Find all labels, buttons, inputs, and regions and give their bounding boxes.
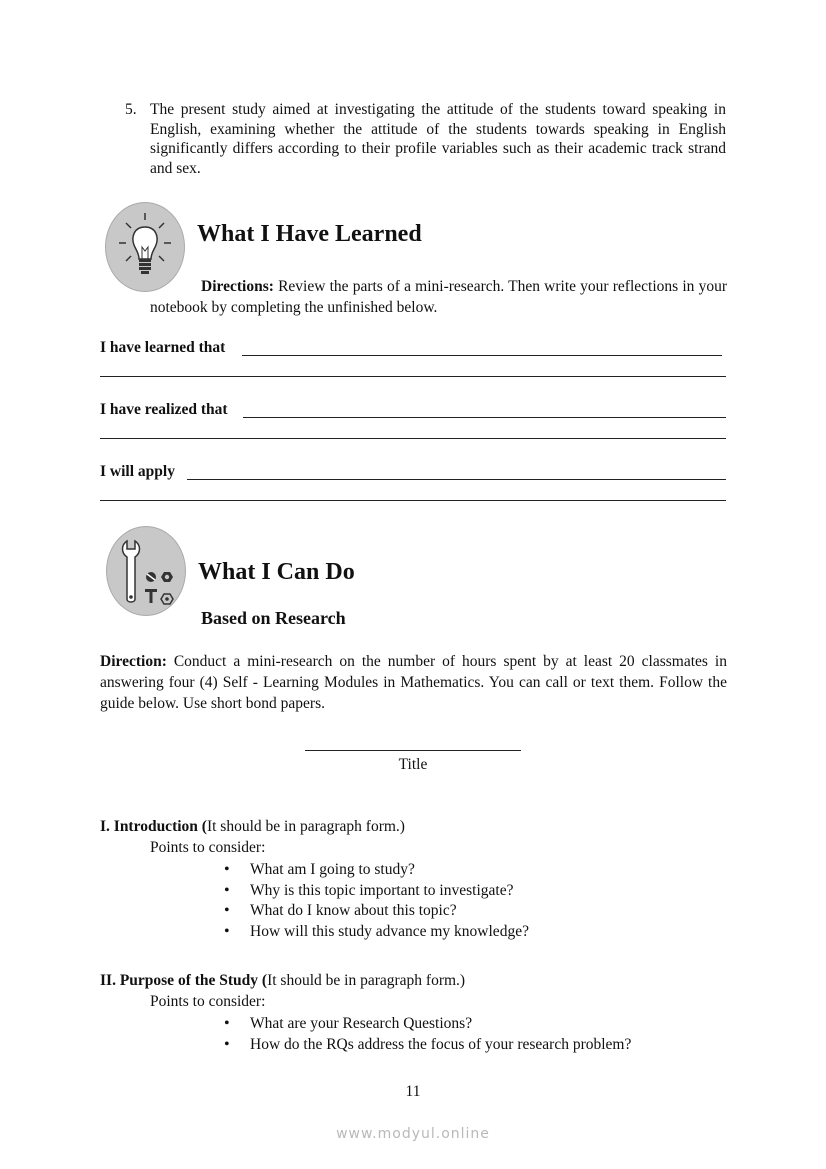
prompt-learned: I have learned that xyxy=(100,339,226,356)
prompt-realized: I have realized that xyxy=(100,401,228,418)
list-item: • What am I going to study? xyxy=(224,860,529,881)
list-item: • How will this study advance my knowledge? xyxy=(224,922,529,943)
title-label: Title xyxy=(398,756,428,773)
directions-label: Directions: xyxy=(201,278,274,295)
item-5 xyxy=(125,100,726,178)
item-number: 5. xyxy=(125,101,137,118)
answer-line-learned-2[interactable] xyxy=(100,376,726,377)
cando-direction xyxy=(100,651,727,714)
purpose-heading-text: II. Purpose of the Study ( xyxy=(100,972,268,989)
tools-icon xyxy=(106,526,186,616)
what-i-have-learned-title: What I Have Learned xyxy=(197,221,422,247)
purpose-heading xyxy=(100,972,465,990)
title-line[interactable] xyxy=(305,750,521,751)
introduction-points-label: Points to consider: xyxy=(150,839,266,856)
purpose-points-label: Points to consider: xyxy=(150,993,266,1010)
watermark: www.modyul.online xyxy=(336,1126,490,1142)
introduction-heading xyxy=(100,818,405,836)
list-item: • Why is this topic important to investigate? xyxy=(224,881,529,902)
purpose-points xyxy=(224,1014,631,1055)
introduction-points xyxy=(224,860,529,942)
item-text: The present study aimed at investigating the attitude of the students toward speaking in English, examining whether the attitude of the students towards speaking in English significantly differs according to their profile variables such as their academic track strand and sex. xyxy=(150,101,726,177)
direction-text: Conduct a mini-research on the number of hours spent by at least 20 classmates in answering four (4) Self - Learning Modules in Mathematics. You can call or text them. Follow the guide below. Use short bond papers. xyxy=(100,653,727,712)
introduction-note: It should be in paragraph form.) xyxy=(206,818,405,835)
introduction-heading-text: I. Introduction ( xyxy=(100,818,207,835)
what-i-can-do-title: What I Can Do xyxy=(198,559,355,585)
answer-line-realized-1[interactable] xyxy=(243,417,726,418)
learned-directions xyxy=(150,276,727,318)
answer-line-realized-2[interactable] xyxy=(100,438,726,439)
list-item: • How do the RQs address the focus of your research problem? xyxy=(224,1035,631,1056)
directions-text: Review the parts of a mini-research. Then write your reflections in your notebook by completing the unfinished below. xyxy=(150,278,727,316)
direction-label: Direction: xyxy=(100,653,167,670)
purpose-note: It should be in paragraph form.) xyxy=(267,972,466,989)
answer-line-apply-1[interactable] xyxy=(187,479,726,480)
based-on-research-subtitle: Based on Research xyxy=(201,608,346,628)
answer-line-apply-2[interactable] xyxy=(100,500,726,501)
page-number: 11 xyxy=(405,1083,421,1100)
answer-line-learned-1[interactable] xyxy=(242,355,722,356)
list-item: • What are your Research Questions? xyxy=(224,1014,631,1035)
list-item: • What do I know about this topic? xyxy=(224,901,529,922)
prompt-apply: I will apply xyxy=(100,463,175,480)
